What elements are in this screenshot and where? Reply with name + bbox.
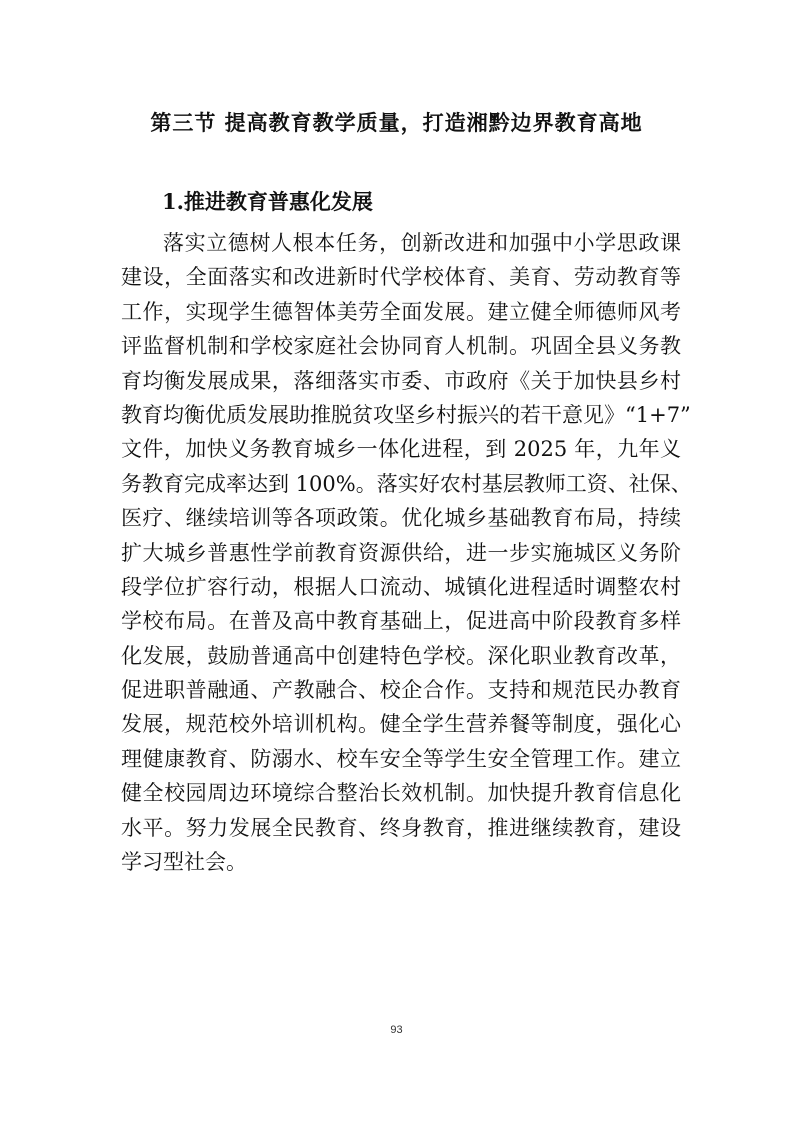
paragraph-line: 评监督机制和学校家庭社会协同育人机制。巩固全县义务教 — [121, 334, 681, 359]
paragraph-line: 促进职普融通、产教融合、校企合作。支持和规范民办教育 — [121, 678, 681, 703]
paragraph-line: 落实立德树人根本任务，创新改进和加强中小学思政课 — [163, 231, 681, 255]
paragraph-line: 建设，全面落实和改进新时代学校体育、美育、劳动教育等 — [121, 265, 681, 290]
paragraph-line: 学习型社会。 — [121, 850, 247, 875]
subsection-heading: 1.推进教育普惠化发展 — [162, 189, 373, 214]
paragraph-line: 理健康教育、防溺水、校车安全等学生安全管理工作。建立 — [121, 746, 681, 771]
paragraph-line: 段学位扩容行动，根据人口流动、城镇化进程适时调整农村 — [121, 574, 681, 599]
paragraph-line: 发展，规范校外培训机构。健全学生营养餐等制度，强化心 — [121, 712, 681, 737]
paragraph-line: 健全校园周边环境综合整治长效机制。加快提升教育信息化 — [121, 781, 681, 806]
paragraph-line: 务教育完成率达到 100%。落实好农村基层教师工资、社保、 — [121, 471, 692, 496]
paragraph-line: 育均衡发展成果，落细落实市委、市政府《关于加快县乡村 — [121, 368, 681, 393]
paragraph-line: 工作，实现学生德智体美劳全面发展。建立健全师德师风考 — [121, 299, 681, 324]
paragraph-line: 教育均衡优质发展助推脱贫攻坚乡村振兴的若干意见》“1+7” — [121, 402, 691, 427]
paragraph-line: 扩大城乡普惠性学前教育资源供给，进一步实施城区义务阶 — [121, 540, 681, 565]
page-number: 93 — [390, 1024, 403, 1036]
section-title: 第三节 提高教育教学质量，打造湘黔边界教育高地 — [150, 110, 643, 135]
paragraph-line: 文件，加快义务教育城乡一体化进程，到 2025 年，九年义 — [121, 437, 681, 462]
paragraph-line: 化发展，鼓励普通高中创建特色学校。深化职业教育改革， — [121, 643, 681, 668]
paragraph-line: 水平。努力发展全民教育、终身教育，推进继续教育，建设 — [121, 815, 681, 840]
body-paragraph — [121, 229, 692, 882]
paragraph-line: 学校布局。在普及高中教育基础上，促进高中阶段教育多样 — [121, 609, 681, 634]
paragraph-line: 医疗、继续培训等各项政策。优化城乡基础教育布局，持续 — [121, 506, 681, 531]
